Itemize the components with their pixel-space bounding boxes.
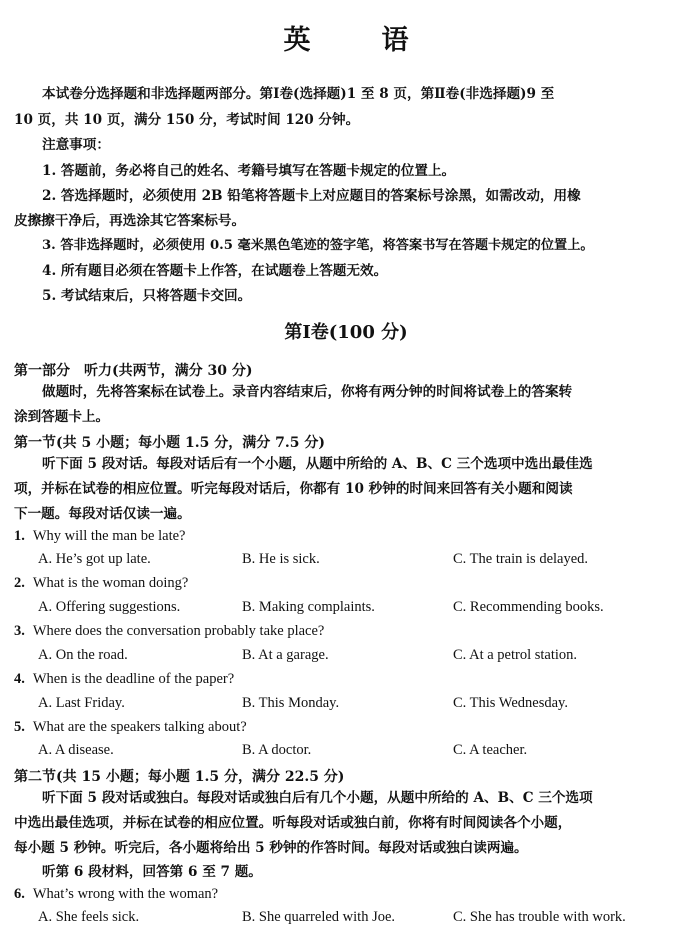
intro-line-1: 本试卷分选择题和非选择题两部分。第Ⅰ卷(选择题)1 至 8 页，第Ⅱ卷(非选择题)9 至	[42, 86, 555, 102]
question-5	[14, 719, 247, 736]
part1-desc-line-2: 涂到答题卡上。	[14, 409, 110, 425]
question-text: What are the speakers talking about?	[32, 719, 247, 735]
question-number: 1.	[14, 528, 25, 544]
question-1	[14, 528, 185, 545]
note-5: 5. 考试结束后，只将答题卡交回。	[42, 288, 252, 304]
question-number: 3.	[14, 623, 25, 639]
section1-desc-line-2: 项，并标在试卷的相应位置。听完每段对话后，你都有 10 秒钟的时间来回答有关小题和阅读	[14, 481, 573, 497]
question-number: 5.	[14, 719, 25, 735]
q5-option-a: A. A disease.	[38, 742, 114, 758]
question-number: 2.	[14, 575, 25, 591]
question-text: Why will the man be late?	[32, 528, 186, 544]
q2-option-c: C. Recommending books.	[453, 599, 604, 615]
q1-option-a: A. He’s got up late.	[38, 551, 151, 567]
q4-option-b: B. This Monday.	[242, 695, 340, 711]
question-text: Where does the conversation probably take place?	[32, 623, 325, 639]
section1-desc-line-1: 听下面 5 段对话。每段对话后有一个小题，从题中所给的 A、B、C 三个选项中选出最佳选	[42, 456, 593, 472]
section2-heading: 第二节(共 15 小题；每小题 1.5 分，满分 22.5 分)	[14, 769, 345, 785]
q6-option-c: C. She has trouble with work.	[453, 909, 626, 925]
part1-heading: 第一部分 听力(共两节，满分 30 分)	[14, 363, 253, 379]
q3-option-c: C. At a petrol station.	[453, 647, 578, 663]
note-3: 3. 答非选择题时，必须使用 0.5 毫米黑色笔迹的签字笔，将答案书写在答题卡规定的位置上。	[42, 238, 594, 253]
intro-line-2: 10 页，共 10 页，满分 150 分，考试时间 120 分钟。	[14, 112, 360, 128]
note-2-line-1: 2. 答选择题时，必须使用 2B 铅笔将答题卡上对应题目的答案标号涂黑，如需改动，用橡	[42, 188, 581, 204]
q3-option-b: B. At a garage.	[242, 647, 329, 663]
volume-title: 第Ⅰ卷(100 分)	[284, 322, 408, 343]
question-number: 4.	[14, 671, 25, 687]
question-3	[14, 623, 324, 640]
notes-heading: 注意事项：	[42, 137, 110, 153]
section2-desc-line-1: 听下面 5 段对话或独白。每段对话或独白后有几个小题，从题中所给的 A、B、C 三个选项	[42, 790, 593, 806]
q5-option-c: C. A teacher.	[453, 742, 528, 758]
question-4	[14, 671, 234, 688]
q6-option-b: B. She quarreled with Joe.	[242, 909, 396, 925]
q6-option-a: A. She feels sick.	[38, 909, 140, 925]
note-1: 1. 答题前，务必将自己的姓名、考籍号填写在答题卡规定的位置上。	[42, 163, 456, 179]
q5-option-b: B. A doctor.	[242, 742, 312, 758]
question-text: What’s wrong with the woman?	[32, 886, 219, 902]
section1-desc-line-3: 下一题。每段对话仅读一遍。	[14, 506, 191, 522]
section2-desc-line-3: 每小题 5 秒钟。听完后，各小题将给出 5 秒钟的作答时间。每段对话或独白读两遍。	[14, 840, 528, 856]
note-4: 4. 所有题目必须在答题卡上作答，在试题卷上答题无效。	[42, 263, 388, 279]
part1-desc-line-1: 做题时，先将答案标在试卷上。录音内容结束后，你将有两分钟的时间将试卷上的答案转	[42, 384, 573, 400]
question-6	[14, 886, 218, 903]
question-2	[14, 575, 188, 592]
q4-option-a: A. Last Friday.	[38, 695, 125, 711]
q2-option-a: A. Offering suggestions.	[38, 599, 181, 615]
q1-option-b: B. He is sick.	[242, 551, 320, 567]
question-text: When is the deadline of the paper?	[32, 671, 235, 687]
q1-option-c: C. The train is delayed.	[453, 551, 589, 567]
section2-material: 听第 6 段材料，回答第 6 至 7 题。	[42, 864, 262, 880]
q4-option-c: C. This Wednesday.	[453, 695, 568, 711]
q2-option-b: B. Making complaints.	[242, 599, 375, 615]
note-2-line-2: 皮擦擦干净后，再选涂其它答案标号。	[14, 213, 246, 229]
page-title: 英 语	[283, 25, 431, 56]
section2-desc-line-2: 中选出最佳选项，并标在试卷的相应位置。听每段对话或独白前，你将有时间阅读各个小题，	[14, 815, 572, 831]
section1-heading: 第一节(共 5 小题；每小题 1.5 分，满分 7.5 分)	[14, 435, 325, 451]
question-number: 6.	[14, 886, 25, 902]
q3-option-a: A. On the road.	[38, 647, 128, 663]
question-text: What is the woman doing?	[32, 575, 189, 591]
